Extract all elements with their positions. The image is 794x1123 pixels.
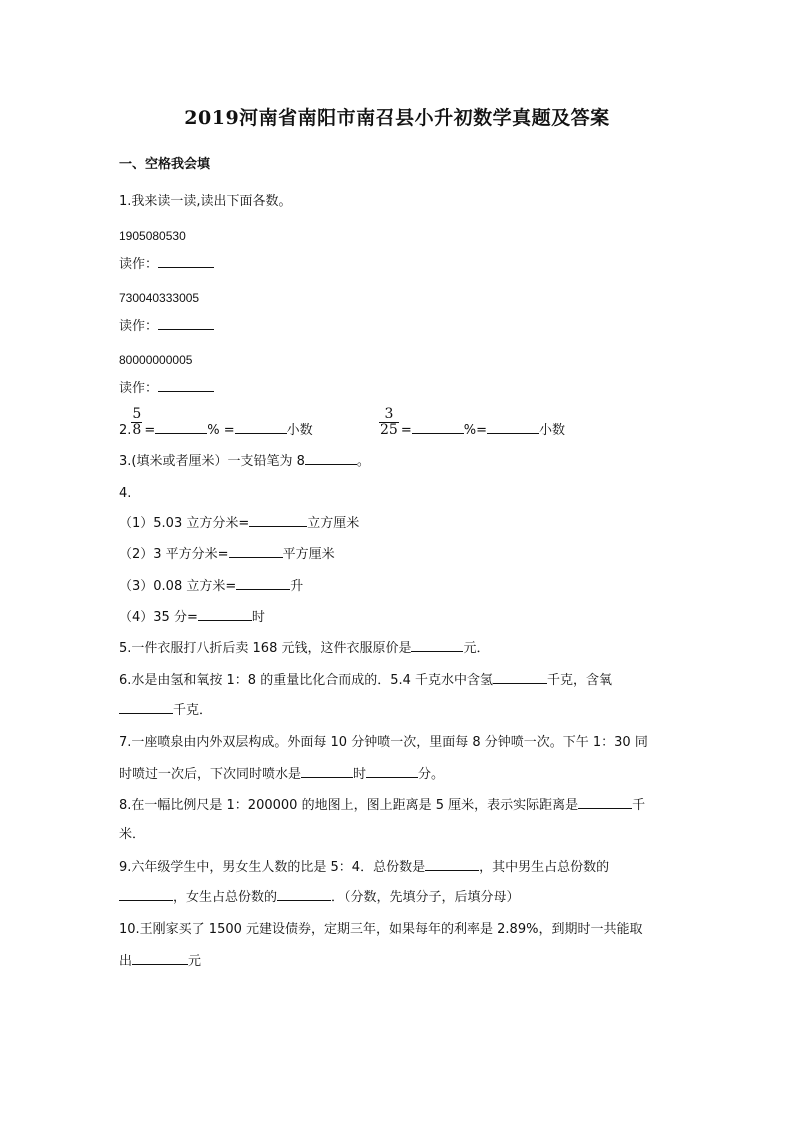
answer-blank[interactable] [158, 255, 214, 268]
q4-part-2: （2）3 平方分米= 平方厘米 [119, 547, 335, 562]
answer-blank[interactable] [158, 379, 214, 392]
answer-blank[interactable] [411, 639, 463, 652]
answer-blank[interactable] [366, 765, 418, 778]
read-label: 读作： [119, 319, 159, 334]
answer-blank[interactable] [132, 952, 188, 965]
q6-line-1: 6.水是由氢和氧按 1：8 的重量比化合而成的．5.4 千克水中含氢 千克，含氧 [119, 673, 613, 688]
q1-number-1: 1905080530 [119, 229, 186, 243]
answer-blank[interactable] [305, 452, 357, 465]
q8-line-2: 米． [119, 827, 146, 842]
q4-label: 4. [119, 486, 132, 501]
q4-part-4: （4）35 分= 时 [119, 610, 265, 625]
q10-line-2: 出 元 [119, 954, 202, 969]
section-heading: 一、空格我会填 [119, 157, 211, 172]
q10-line-1: 10.王刚家买了 1500 元建设债券，定期三年，如果每年的利率是 2.89%，到期时一共能取 [119, 922, 643, 937]
answer-blank[interactable] [277, 888, 331, 901]
page-title: 2019河南省南阳市南召县小升初数学真题及答案 [184, 107, 610, 129]
answer-blank[interactable] [412, 421, 464, 434]
answer-blank[interactable] [301, 765, 353, 778]
answer-blank[interactable] [235, 421, 287, 434]
answer-blank[interactable] [198, 608, 252, 621]
q1-prompt: 1.我来读一读,读出下面各数。 [119, 194, 292, 209]
answer-blank[interactable] [487, 421, 539, 434]
q1-read-line-3 [119, 379, 214, 398]
q2-right: $\frac{3}{25}$ = %= 小数 [380, 406, 565, 438]
q6-line-2: 千克． [119, 701, 212, 720]
answer-blank[interactable] [236, 577, 290, 590]
q5: 5.一件衣服打八折后卖 168 元钱，这件衣服原价是 元． [119, 641, 490, 656]
q7-line-1: 7.一座喷泉由内外双层构成。外面每 10 分钟喷一次，里面每 8 分钟喷一次。下午 1：30 同 [119, 735, 648, 750]
answer-blank[interactable] [425, 858, 479, 871]
answer-blank[interactable] [155, 421, 207, 434]
q1-read-line-2 [119, 317, 214, 336]
q8-line-1: 8.在一幅比例尺是 1：200000 的地图上，图上距离是 5 厘米，表示实际距离是 千 [119, 798, 646, 813]
answer-blank[interactable] [578, 796, 632, 809]
q9-line-1: 9.六年级学生中，男女生人数的比是 5：4．总份数是 ，其中男生占总份数的 [119, 860, 610, 875]
q9-line-2: ，女生占总份数的 ．（分数，先填分子，后填分母） [119, 888, 520, 907]
q4-part-3: （3）0.08 立方米= 升 [119, 579, 304, 594]
q2-label: 2. [119, 423, 132, 438]
fraction-3-25: $\frac{3}{25}$ [380, 406, 398, 438]
fraction-5-8: $\frac{5}{8}$ [132, 406, 142, 438]
answer-blank[interactable] [119, 888, 173, 901]
q1-read-line-1 [119, 255, 214, 274]
q1-number-2: 730040333005 [119, 291, 200, 305]
q1-number-3: 80000000005 [119, 353, 193, 367]
answer-blank[interactable] [493, 671, 547, 684]
answer-blank[interactable] [249, 514, 307, 527]
q2-left: 2. $\frac{5}{8}$ = % = 小数 [119, 406, 313, 438]
answer-blank[interactable] [158, 317, 214, 330]
answer-blank[interactable] [119, 701, 173, 714]
read-label: 读作： [119, 381, 159, 396]
read-label: 读作： [119, 257, 159, 272]
answer-blank[interactable] [229, 545, 283, 558]
q7-line-2: 时喷过一次后，下次同时喷水是 时 分。 [119, 767, 445, 782]
q3: 3.(填米或者厘米）一支铅笔为 8 。 [119, 454, 370, 469]
q4-part-1: （1）5.03 立方分米= 立方厘米 [119, 516, 360, 531]
